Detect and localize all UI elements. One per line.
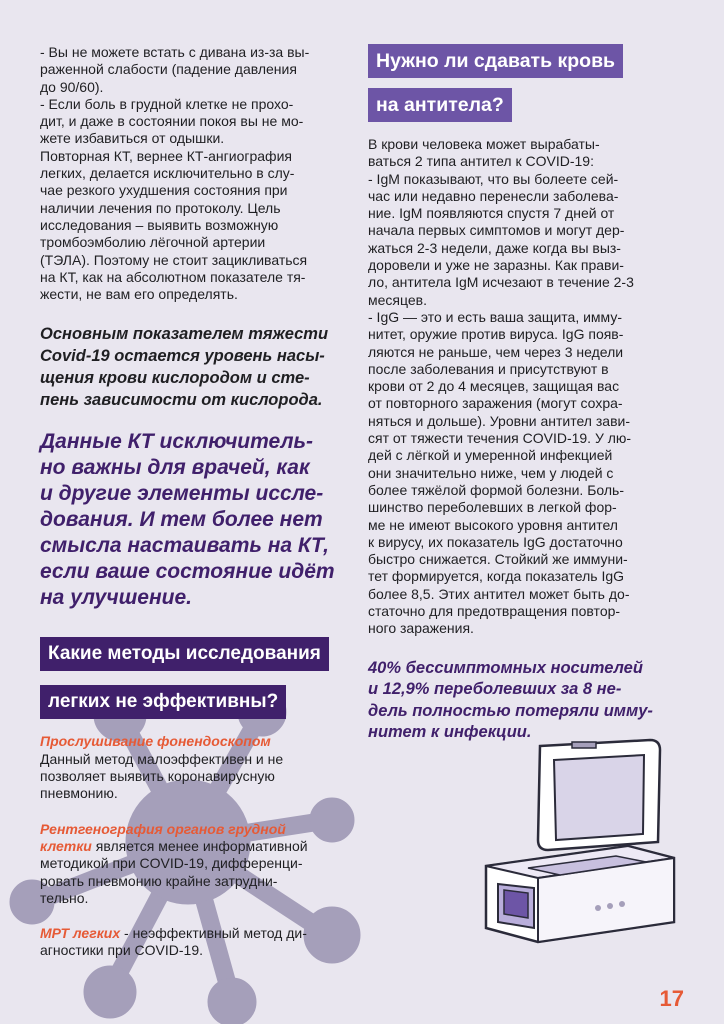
heading-line-2: на антитела? [368,88,512,122]
heading-line-2: легких не эффективны? [40,685,286,719]
heading-line-1: Какие методы исследования [40,637,329,671]
page-number: 17 [659,986,684,1011]
immunity-stat: 40% бессимптомных носителей и 12,9% переболевших за 8 не- дель полностью потеряли имму- нитет к инфекции. [368,658,653,742]
method-stethoscope [40,733,358,802]
ineffective-methods-heading [40,637,358,719]
method-mri [40,925,358,960]
pcr-device-illustration [478,738,678,948]
right-column [368,44,684,744]
method-text: - неэффективный метод ди- агностики при COVID-19. [40,925,307,959]
method-text: Данный метод малоэффективен и не позволяет выявить коронавирусную пневмонию. [40,750,284,802]
method-lead: Рентгенография органов грудной клетки [40,820,286,854]
ct-quote: Данные КТ исключитель- но важны для врачей, как и другие элементы иссле- дования. И тем более нет смысла настаивать на КТ, если ваше состояние идёт на улучшение. [40,430,335,610]
method-lead: МРТ легких [40,925,121,942]
antibody-text: В крови человека может вырабаты- ваться 2 типа антител к COVID-19: - IgM показывают, что вы болеете сей- час или недавно перенесли заболева- ние. IgM появляются спустя 7 дней от начала первых симптомов и могут дер- жаться 2-3 недели, даже когда вы выз- доровели и уже не заразны. Как прави- ло, антитела IgM исчезают в течение 2-3 месяцев. - IgG — это и есть ваша защита, имму- нитет, оружие против вируса. IgG появ- ляются не раньше, чем через 3 недели после заболевания и присутствуют в крови от 2 до 4 месяцев, защищая вас от повторного заражения (могут сохра- няться и дольше). Уровни антител зави- сят от тяжести течения COVID-19. У лю- дей с лёгкой и умеренной инфекцией они значительно ниже, чем у людей с более тяжёлой формой болезни. Боль- шинство переболевших в легкой фор- ме не имеют высокого уровня антител к вирусу, их показатель IgG достаточно быстро снижается. Стойкий же иммуни- тет формируется, когда показатель IgG более 8,5. Этих антител может быть до- статочно для предотвращения повтор- ного заражения. [368,136,634,637]
method-xray [40,821,358,907]
left-column [40,44,358,960]
antibody-heading [368,44,684,122]
heading-line-1: Нужно ли сдавать кровь [368,44,623,78]
intro-text: - Вы не можете встать с дивана из-за вы- раженной слабости (падение давления до 90/60). - Если боль в грудной клетке не прохо- дит, и даже в состоянии покоя вы не мо- жете избавиться от одышки. Повторная КТ, вернее КТ-ангиография легких, делается исключительно в слу- чае резкого ухудшения состояния при наличии лечения по протоколу. Цель исследования – выявить возможную тромбоэмболию лёгочной артерии (ТЭЛА). Поэтому не стоит зацикливаться на КТ, как на абсолютном показателе тя- жести, не вам его определять. [40,44,310,303]
method-lead: Прослушивание фонендоскопом [40,733,271,750]
severity-note: Основным показателем тяжести Covid-19 остается уровень насы- щения крови кислородом и сте- пень зависимости от кислорода. [40,325,329,410]
method-text: является менее информативной методикой при COVID-19, дифференци- ровать пневмонию крайне затрудни- тельно. [40,837,308,906]
